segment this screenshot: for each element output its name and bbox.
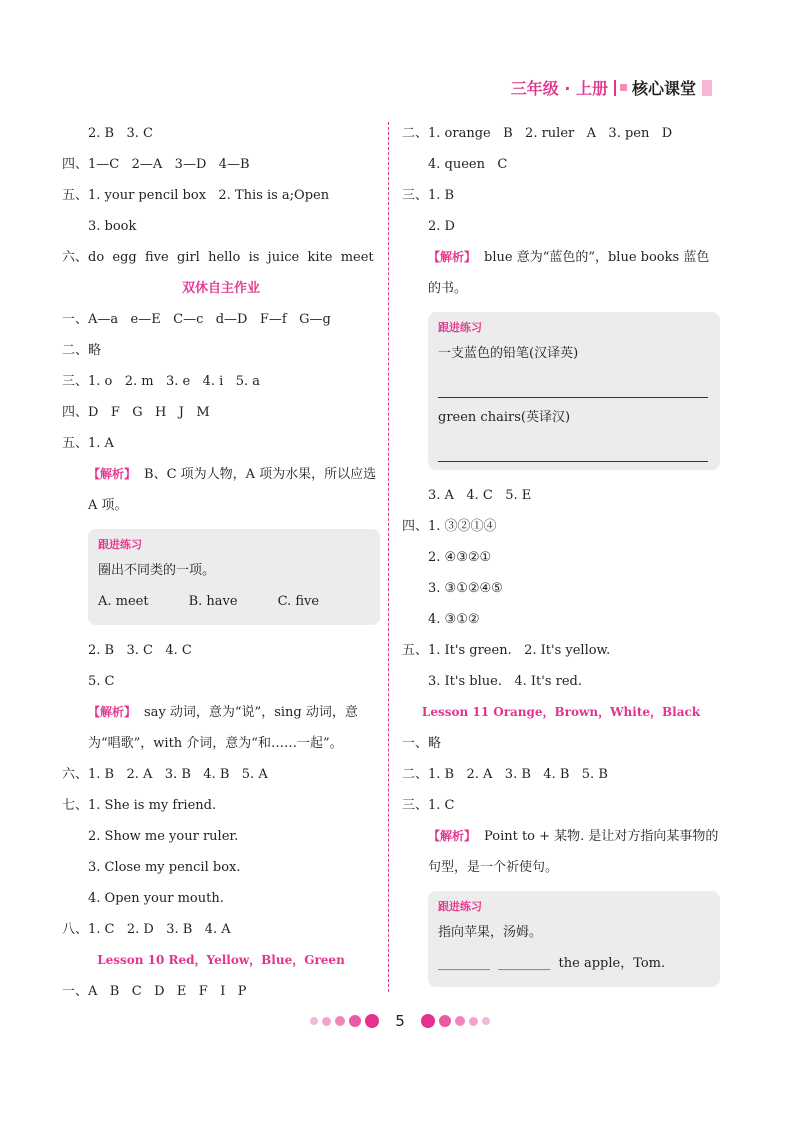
answer-line: 二、1. B 2. A 3. B 4. B 5. B	[402, 767, 608, 782]
practice-question: 指向苹果，汤姆。	[438, 925, 543, 940]
answer-line: 3. It's blue. 4. It's red.	[428, 674, 582, 689]
lesson-title: Lesson 10 Red，Yellow，Blue，Green	[97, 953, 345, 967]
practice-options	[98, 586, 370, 617]
lesson-title: Lesson 11 Orange，Brown，White，Black	[421, 705, 701, 719]
answer-line: 八、1. C 2. D 3. B 4. A	[62, 922, 231, 937]
option-a: A. meet	[98, 594, 149, 609]
answer-blank-line	[438, 433, 708, 462]
header-separator	[614, 80, 616, 96]
practice-question: 圈出不同类的一项。	[98, 563, 216, 578]
answer-line: 七、1. She is my friend.	[62, 798, 217, 813]
decor-dot-icon	[335, 1016, 345, 1026]
answer-line: 二、略	[62, 343, 102, 358]
section-title: 双休自主作业	[181, 281, 260, 296]
decor-dot-icon	[310, 1017, 318, 1025]
analysis-text: B、C 项为人物，A 项为水果，所以应选 A 项。	[88, 467, 377, 513]
answer-line: 3. ③①②④⑤	[428, 581, 503, 596]
answer-line: 5. C	[88, 674, 115, 689]
header-grade: 三年级 · 上册	[510, 79, 608, 98]
decor-dot-icon	[469, 1017, 478, 1026]
page-footer	[0, 1012, 800, 1030]
analysis-label: 【解析】	[88, 705, 137, 719]
answer-line: 三、1. C	[402, 798, 455, 813]
practice-label: 跟进练习	[438, 321, 482, 334]
answer-line: 三、1. o 2. m 3. e 4. i 5. a	[62, 374, 261, 389]
left-column	[62, 118, 380, 1007]
answer-line: 2. B 3. C	[88, 126, 153, 141]
analysis-text: Point to + 某物. 是让对方指向某事物的句型，是一个祈使句。	[428, 829, 719, 875]
option-b: B. have	[188, 594, 238, 609]
header-square-icon	[620, 84, 627, 91]
follow-up-practice-box	[428, 312, 720, 470]
answer-line: 2. D	[428, 219, 455, 234]
decor-dot-icon	[349, 1015, 361, 1027]
decor-dot-icon	[365, 1014, 379, 1028]
analysis-text: say 动词，意为“说”，sing 动词，意为“唱歌”，with 介词，意为“和……一起”。	[88, 705, 358, 751]
practice-label: 跟进练习	[98, 538, 142, 551]
answer-line: 3. Close my pencil box.	[88, 860, 241, 875]
header-title: 核心课堂	[631, 79, 696, 98]
decor-dot-icon	[482, 1017, 490, 1025]
answer-line: 4. queen C	[428, 157, 508, 172]
analysis-note	[402, 821, 720, 883]
answer-blank-line	[438, 369, 708, 398]
answer-line: 六、do egg five girl hello is juice kite meet	[62, 250, 374, 265]
right-column	[402, 118, 720, 997]
answer-line: 3. A 4. C 5. E	[428, 488, 532, 503]
analysis-label: 【解析】	[428, 250, 477, 264]
answer-line: 五、1. It's green. 2. It's yellow.	[402, 643, 611, 658]
answer-line: 二、1. orange B 2. ruler A 3. pen D	[402, 126, 673, 141]
option-c: C. five	[277, 594, 320, 609]
answer-line: 4. Open your mouth.	[88, 891, 224, 906]
answer-line: 五、1. your pencil box 2. This is a;Open	[62, 188, 330, 203]
page-number: 5	[395, 1012, 405, 1030]
analysis-note	[62, 459, 380, 521]
decor-dot-icon	[439, 1015, 451, 1027]
answer-line: 2. Show me your ruler.	[88, 829, 239, 844]
answer-line: 一、A B C D E F I P	[62, 984, 247, 999]
analysis-text: blue 意为“蓝色的”，blue books 蓝色的书。	[428, 250, 710, 296]
answer-line: 六、1. B 2. A 3. B 4. B 5. A	[62, 767, 268, 782]
analysis-label: 【解析】	[88, 467, 137, 481]
practice-question: green chairs(英译汉)	[438, 410, 571, 425]
answer-line: 四、D F G H J M	[62, 405, 210, 420]
answer-line: 四、1. ③②①④	[402, 519, 497, 534]
answer-line: 五、1. A	[62, 436, 114, 451]
answer-line: 四、1—C 2—A 3—D 4—B	[62, 157, 250, 172]
header-block-icon	[702, 80, 712, 96]
answer-line: 2. ④③②①	[428, 550, 492, 565]
answer-line: 4. ③①②	[428, 612, 480, 627]
practice-label: 跟进练习	[438, 900, 482, 913]
answer-line: 一、略	[402, 736, 442, 751]
analysis-note	[62, 697, 380, 759]
answer-line: 3. book	[88, 219, 137, 234]
answer-line: 一、A—a e—E C—c d—D F—f G—g	[62, 312, 331, 327]
decor-dot-icon	[421, 1014, 435, 1028]
follow-up-practice-box	[88, 529, 380, 625]
answer-line: 2. B 3. C 4. C	[88, 643, 192, 658]
decor-dot-icon	[322, 1017, 331, 1026]
analysis-label: 【解析】	[428, 829, 477, 843]
follow-up-practice-box	[428, 891, 720, 987]
decor-dot-icon	[455, 1016, 465, 1026]
page-header	[511, 76, 712, 99]
practice-blank-sentence: ________ ________ the apple，Tom.	[438, 956, 666, 971]
practice-question: 一支蓝色的铅笔(汉译英)	[438, 346, 579, 361]
analysis-note	[402, 242, 720, 304]
column-divider	[388, 122, 389, 992]
answer-line: 三、1. B	[402, 188, 455, 203]
